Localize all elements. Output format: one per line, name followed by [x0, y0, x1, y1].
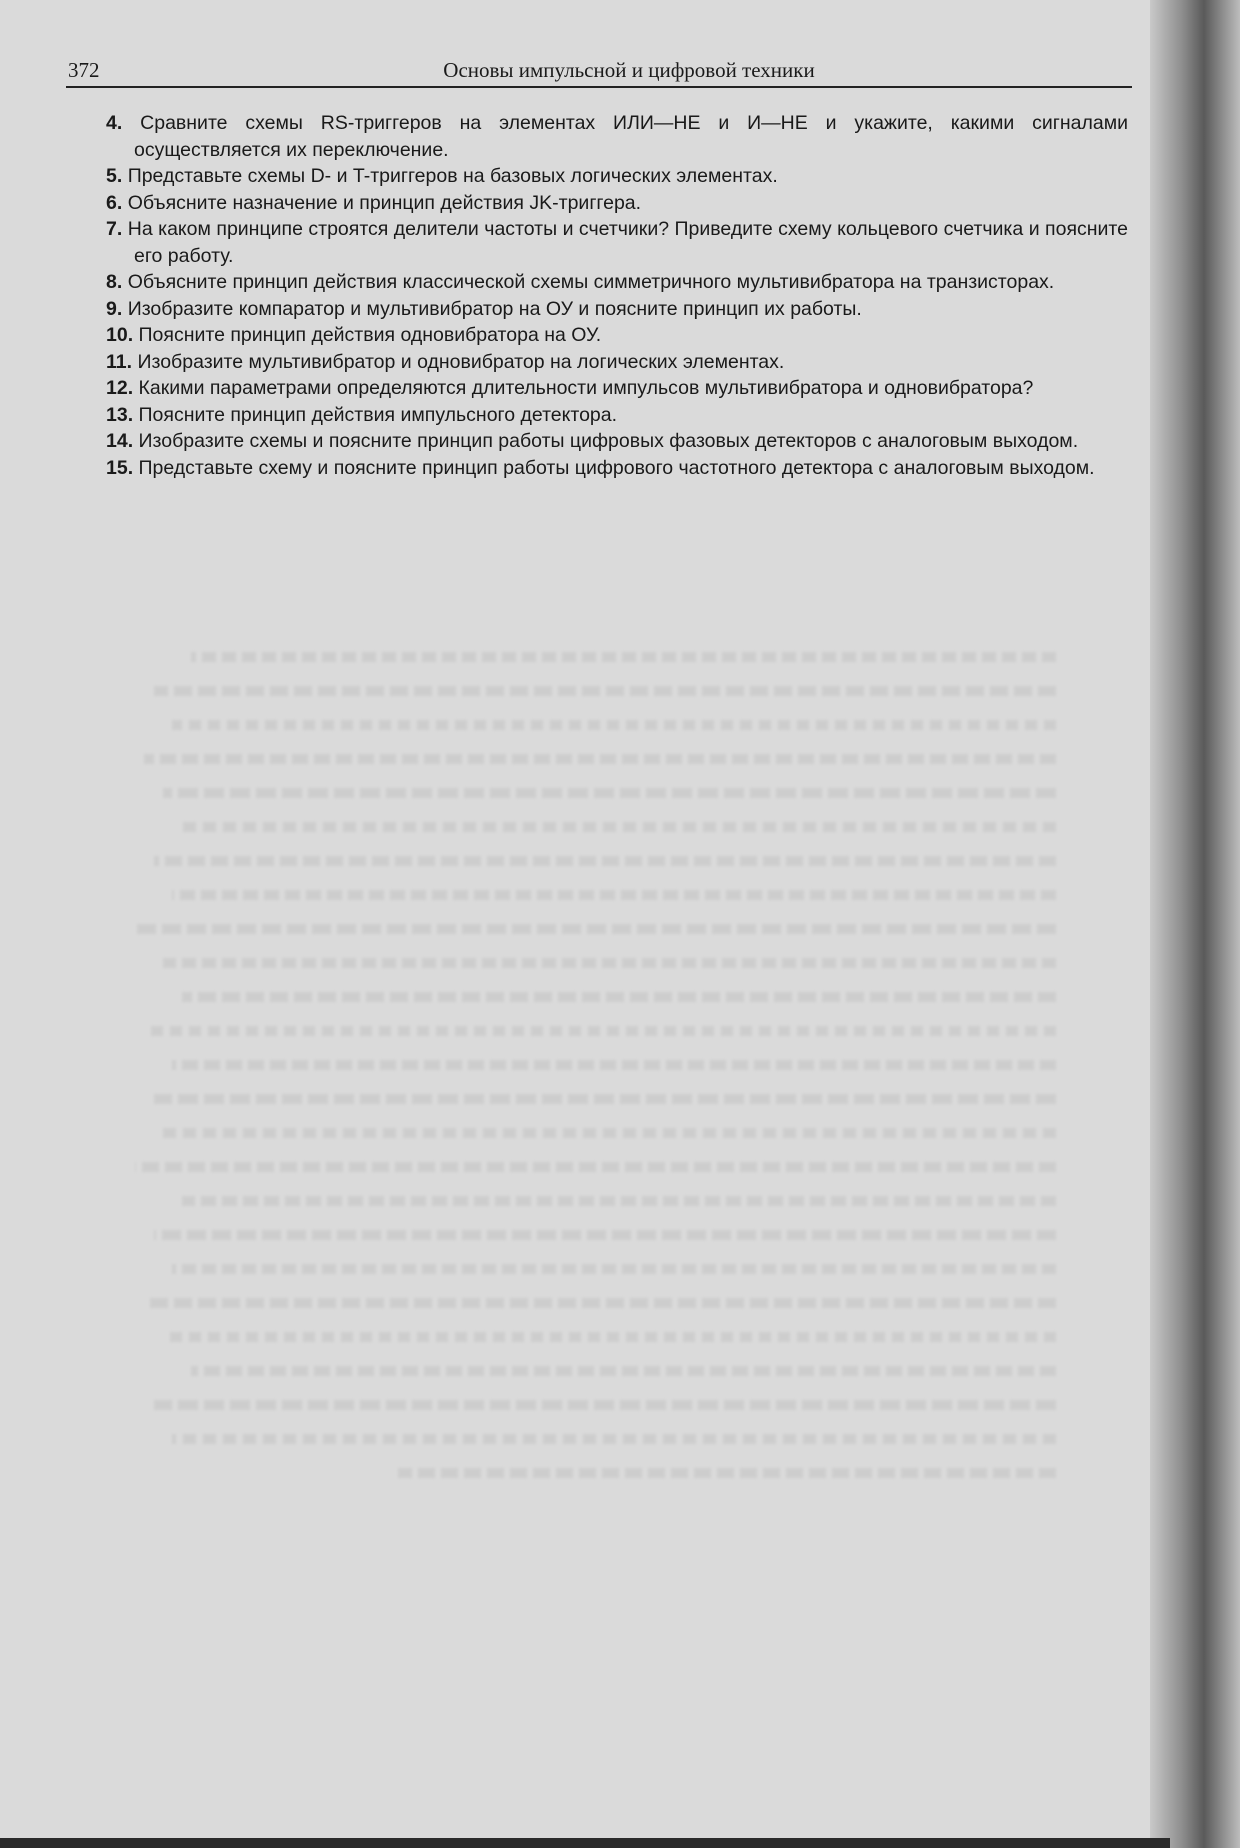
- question-number: 13.: [106, 403, 134, 426]
- question-text: Сравните схемы RS-триггеров на элементах ИЛИ—НЕ и И—НЕ и укажите, какими сигналами осуществляется их переключение.: [134, 112, 1129, 161]
- question-text: Изобразите схемы и поясните принцип работы цифровых фазовых детекторов с аналоговым выходом.: [138, 430, 1079, 452]
- question-item: [106, 375, 1128, 402]
- question-item: [106, 190, 1128, 217]
- question-number: 4.: [106, 112, 123, 134]
- question-number: 9.: [106, 297, 123, 320]
- question-number: 6.: [106, 191, 123, 214]
- question-item: [106, 216, 1128, 269]
- question-text: Представьте схему и поясните принцип работы цифрового частотного детектора с аналоговым выходом.: [138, 456, 1095, 479]
- running-title: Основы импульсной и цифровой техники: [443, 58, 815, 82]
- question-number: 12.: [106, 377, 134, 399]
- question-text: Представьте схемы D- и T-триггеров на базовых логических элементах.: [127, 165, 778, 187]
- question-item: [106, 455, 1128, 482]
- header-rule: [66, 86, 1132, 88]
- question-number: 5.: [106, 165, 123, 187]
- question-item: [106, 428, 1128, 455]
- question-item: [106, 296, 1128, 323]
- question-number: 15.: [106, 456, 134, 479]
- question-text: Объясните назначение и принцип действия JK-триггера.: [127, 191, 642, 214]
- question-text: Поясните принцип действия одновибратора на ОУ.: [138, 324, 602, 346]
- question-text: На каком принципе строятся делители частоты и счетчики? Приведите схему кольцевого счетчика и поясните его работу.: [127, 218, 1128, 267]
- question-text: Объясните принцип действия классической схемы симметричного мультивибратора на транзисторах.: [127, 271, 1055, 293]
- question-number: 11.: [106, 350, 133, 373]
- question-text: Изобразите компаратор и мультивибратор на ОУ и поясните принцип их работы.: [127, 297, 862, 320]
- question-item: [106, 269, 1128, 296]
- question-text: Поясните принцип действия импульсного детектора.: [138, 403, 618, 426]
- question-item: [106, 110, 1128, 163]
- question-text: Какими параметрами определяются длительности импульсов мультивибратора и одновибратора?: [138, 377, 1034, 399]
- page-number: 372: [68, 58, 100, 82]
- page-bottom-edge: [0, 1838, 1170, 1848]
- spine-shadow: [1150, 0, 1240, 1848]
- question-number: 7.: [106, 218, 123, 240]
- question-list: [106, 110, 1128, 481]
- question-number: 8.: [106, 271, 123, 293]
- question-item: [106, 322, 1128, 349]
- question-item: [106, 349, 1128, 376]
- question-number: 10.: [106, 324, 134, 346]
- show-through-texture: [116, 640, 1056, 1478]
- question-text: Изобразите мультивибратор и одновибратор на логических элементах.: [137, 350, 785, 373]
- question-number: 14.: [106, 430, 134, 452]
- question-item: [106, 402, 1128, 429]
- question-item: [106, 163, 1128, 190]
